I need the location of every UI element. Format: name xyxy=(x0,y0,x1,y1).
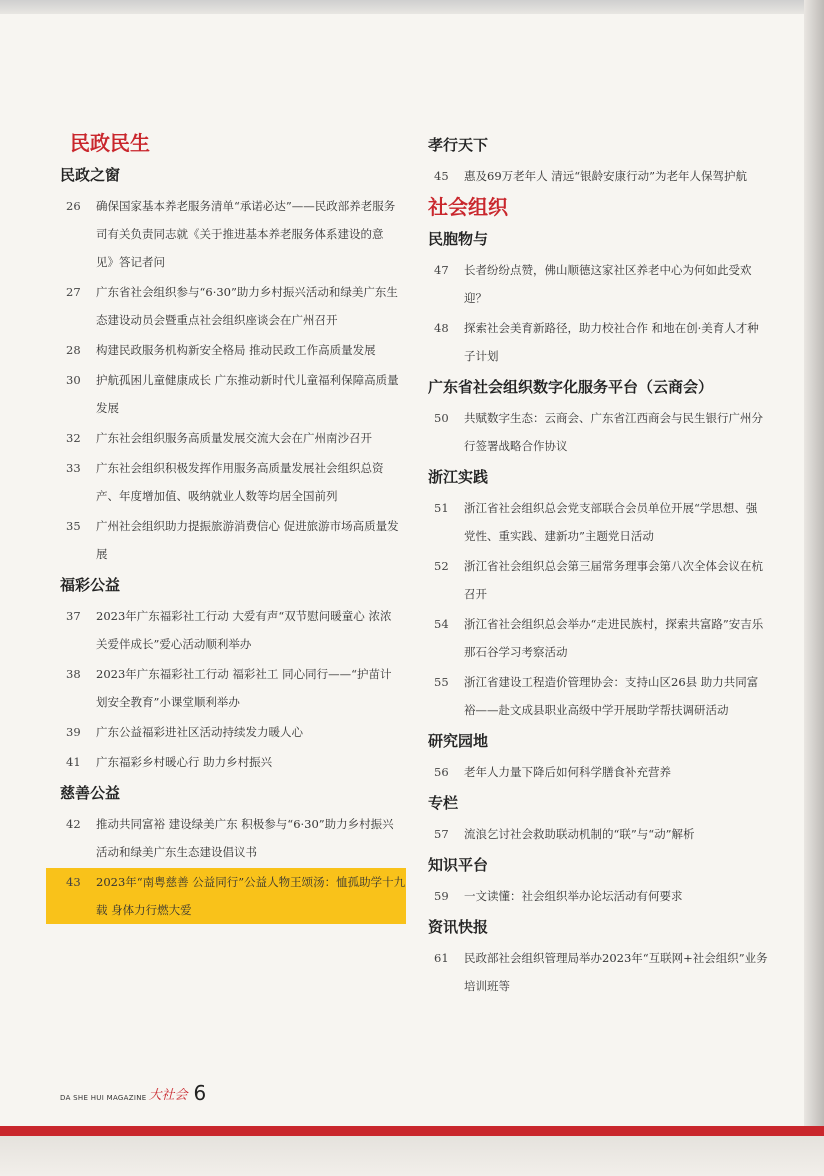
toc-entry[interactable] xyxy=(428,552,768,608)
toc-entry[interactable] xyxy=(428,610,768,666)
entry-title: 民政部社会组织管理局举办2023年“互联网+社会组织”业务培训班等 xyxy=(464,951,768,993)
toc-entry[interactable] xyxy=(428,162,768,190)
entry-page-number: 55 xyxy=(434,675,449,689)
toc-entry[interactable] xyxy=(428,668,768,724)
entry-title: 一文读懂：社会组织举办论坛活动有何要求 xyxy=(464,889,683,903)
toc-entry[interactable] xyxy=(60,660,400,716)
page-top-edge xyxy=(0,0,824,14)
toc-entry[interactable] xyxy=(428,256,768,312)
subsection-title: 广东省社会组织数字化服务平台（云商会） xyxy=(428,378,714,396)
entry-page-number: 56 xyxy=(434,765,449,779)
toc-entry[interactable] xyxy=(60,810,400,866)
page-number: 6 xyxy=(193,1081,207,1105)
entry-title: 广东社会组织积极发挥作用服务高质量发展社会组织总资产、年度增加值、吸纳就业人数等均居全国前列 xyxy=(96,461,384,503)
subsection-title: 浙江实践 xyxy=(428,468,489,486)
entry-page-number: 37 xyxy=(66,609,81,623)
entry-title: 2023年广东福彩社工行动 大爱有声“双节慰问暖童心 浓浓关爱伴成长”爱心活动顺利举办 xyxy=(96,609,392,651)
toc-entry[interactable] xyxy=(60,424,400,452)
subsection-title: 研究园地 xyxy=(428,732,489,750)
page-footer xyxy=(60,1083,206,1103)
toc-entry[interactable] xyxy=(60,602,400,658)
toc-entry[interactable] xyxy=(428,494,768,550)
subsection-title: 专栏 xyxy=(428,794,459,812)
entry-title: 浙江省社会组织总会举办“走进民族村，探索共富路”安吉乐那石谷学习考察活动 xyxy=(464,617,764,659)
entry-title: 浙江省社会组织总会第三届常务理事会第八次全体会议在杭召开 xyxy=(464,559,763,601)
toc-entry[interactable] xyxy=(428,820,768,848)
entry-page-number: 54 xyxy=(434,617,449,631)
entry-title: 老年人力量下降后如何科学膳食补充营养 xyxy=(464,765,671,779)
magazine-name: DA SHE HUI MAGAZINE xyxy=(60,1094,147,1102)
entry-page-number: 48 xyxy=(434,321,449,335)
entry-title: 广州社会组织助力提振旅游消费信心 促进旅游市场高质量发展 xyxy=(96,519,399,561)
entry-page-number: 30 xyxy=(66,373,81,387)
toc-entry-highlighted[interactable] xyxy=(46,868,406,924)
bottom-red-bar xyxy=(0,1126,824,1136)
entry-page-number: 59 xyxy=(434,889,449,903)
entry-page-number: 42 xyxy=(66,817,81,831)
entry-title: 广东福彩乡村暖心行 助力乡村振兴 xyxy=(96,755,273,769)
entry-title: 护航孤困儿童健康成长 广东推动新时代儿童福利保障高质量发展 xyxy=(96,373,399,415)
toc-entry[interactable] xyxy=(60,718,400,746)
entry-title: 惠及69万老年人 清远“银龄安康行动”为老年人保驾护航 xyxy=(464,169,748,183)
toc-entry[interactable] xyxy=(60,748,400,776)
entry-title: 确保国家基本养老服务清单“承诺必达”——民政部养老服务司有关负责同志就《关于推进基本养老服务体系建设的意见》答记者问 xyxy=(96,199,396,269)
subsection-title: 福彩公益 xyxy=(60,576,121,594)
magazine-logo: 大社会 xyxy=(148,1088,188,1103)
bottom-band xyxy=(0,1136,824,1176)
entry-title: 2023年广东福彩社工行动 福彩社工 同心同行——“护苗计划安全教育”小课堂顺利举办 xyxy=(96,667,392,709)
entry-title: 长者纷纷点赞，佛山顺德这家社区养老中心为何如此受欢迎？ xyxy=(464,263,752,305)
section-title: 民政民生 xyxy=(70,131,150,155)
entry-page-number: 26 xyxy=(66,199,81,213)
entry-page-number: 47 xyxy=(434,263,449,277)
subsection-title: 资讯快报 xyxy=(428,918,489,936)
entry-page-number: 27 xyxy=(66,285,81,299)
section-title: 社会组织 xyxy=(428,195,508,219)
page-right-edge xyxy=(804,0,824,1176)
toc-entry[interactable] xyxy=(428,944,768,1000)
entry-title: 2023年“南粤慈善 公益同行”公益人物王颂汤：恤孤助学十九载 身体力行燃大爱 xyxy=(96,875,406,917)
entry-page-number: 38 xyxy=(66,667,81,681)
entry-page-number: 41 xyxy=(66,755,81,769)
entry-page-number: 35 xyxy=(66,519,81,533)
toc-entry[interactable] xyxy=(60,366,400,422)
entry-page-number: 28 xyxy=(66,343,81,357)
toc-entry[interactable] xyxy=(428,882,768,910)
toc-entry[interactable] xyxy=(428,314,768,370)
entry-page-number: 45 xyxy=(434,169,449,183)
entry-page-number: 50 xyxy=(434,411,449,425)
entry-page-number: 39 xyxy=(66,725,81,739)
left-column xyxy=(60,128,406,926)
toc-entry[interactable] xyxy=(428,758,768,786)
toc-entry[interactable] xyxy=(60,278,400,334)
entry-title: 浙江省社会组织总会党支部联合会员单位开展“学思想、强党性、重实践、建新功”主题党日活动 xyxy=(464,501,758,543)
subsection-title: 民政之窗 xyxy=(60,166,121,184)
toc-entry[interactable] xyxy=(428,404,768,460)
entry-title: 推动共同富裕 建设绿美广东 积极参与“6·30”助力乡村振兴活动和绿美广东生态建设倡议书 xyxy=(96,817,394,859)
toc-entry[interactable] xyxy=(60,454,400,510)
entry-title: 浙江省建设工程造价管理协会：支持山区26县 助力共同富裕——赴文成县职业高级中学开展助学帮扶调研活动 xyxy=(464,675,759,717)
entry-title: 广东省社会组织参与“6·30”助力乡村振兴活动和绿美广东生态建设动员会暨重点社会组织座谈会在广州召开 xyxy=(96,285,398,327)
entry-page-number: 43 xyxy=(66,875,81,889)
entry-title: 共赋数字生态：云商会、广东省江西商会与民生银行广州分行签署战略合作协议 xyxy=(464,411,763,453)
subsection-title: 知识平台 xyxy=(428,856,489,874)
entry-page-number: 57 xyxy=(434,827,449,841)
entry-title: 流浪乞讨社会救助联动机制的“联”与“动”解析 xyxy=(464,827,695,841)
toc-entry[interactable] xyxy=(60,336,400,364)
subsection-title: 民胞物与 xyxy=(428,230,489,248)
toc-entry[interactable] xyxy=(60,192,400,276)
entry-title: 构建民政服务机构新安全格局 推动民政工作高质量发展 xyxy=(96,343,376,357)
entry-page-number: 32 xyxy=(66,431,81,445)
subsection-title: 孝行天下 xyxy=(428,136,489,154)
entry-page-number: 33 xyxy=(66,461,81,475)
entry-title: 广东公益福彩进社区活动持续发力暖人心 xyxy=(96,725,303,739)
toc-entry[interactable] xyxy=(60,512,400,568)
entry-page-number: 51 xyxy=(434,501,449,515)
entry-title: 探索社会美育新路径，助力校社合作 和地在创·美育人才种子计划 xyxy=(464,321,759,363)
entry-page-number: 52 xyxy=(434,559,449,573)
entry-title: 广东社会组织服务高质量发展交流大会在广州南沙召开 xyxy=(96,431,372,445)
subsection-title: 慈善公益 xyxy=(60,784,121,802)
entry-page-number: 61 xyxy=(434,951,449,965)
right-column xyxy=(428,128,768,1002)
